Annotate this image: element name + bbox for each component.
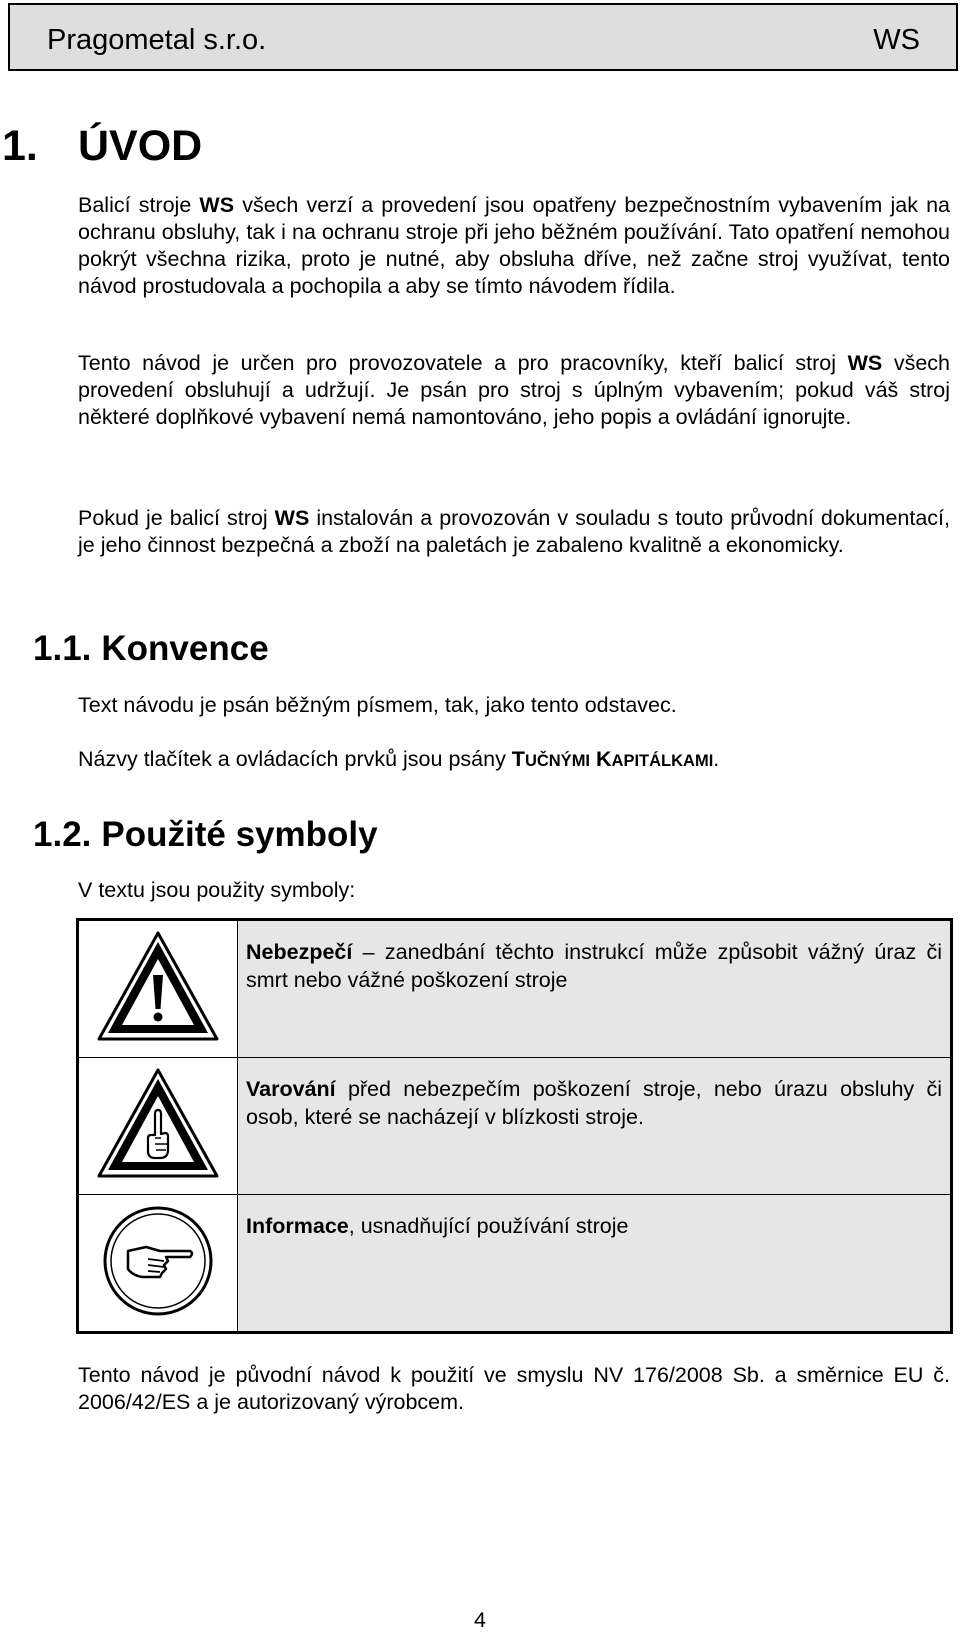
small-caps-example [512, 747, 714, 771]
machine-name: WS [847, 351, 883, 375]
symbol-text: , usnadňující používání stroje [348, 1214, 629, 1238]
text-run: APITÁLKAMI [611, 752, 714, 770]
section-1-2-number: 1.2. [33, 815, 92, 854]
header-company: Pragometal s.r.o. [47, 24, 267, 56]
text-run: K [596, 747, 612, 771]
danger-exclamation-icon [95, 1032, 221, 1049]
symbol-row-warning [78, 1058, 952, 1195]
page-header [8, 3, 958, 71]
intro-paragraph-2 [78, 350, 950, 431]
text-run: Pokud je balicí stroj [78, 506, 275, 530]
text-run: Názvy tlačítek a ovládacích prvků jsou psány [78, 747, 512, 771]
intro-paragraph-3 [78, 505, 950, 559]
symbol-icon-cell [78, 1058, 238, 1195]
text-run: všech provedení obsluhují a udržují. Je psán pro stroj s úplným vybavením; pokud váš stroj některé doplňkové vybavení nemá namontováno, jeho popis a ovládání ignorujte. [78, 351, 950, 429]
machine-name: WS [274, 506, 310, 530]
symbols-intro: V textu jsou použity symboly: [78, 878, 356, 902]
symbol-text: před nebezpečím poškození stroje, nebo úrazu obsluhy či osob, které se nacházejí v blízkosti stroje. [246, 1077, 942, 1129]
warning-finger-icon [95, 1169, 221, 1186]
symbol-term: Nebezpečí [246, 940, 353, 964]
text-run: všech verzí a provedení jsou opatřeny bezpečnostním vybavením jak na ochranu obsluhy, tak i na ochranu stroje při jeho běžném používání. Tato opatření nemohou pokrýt všechna rizika, proto je nutné, aby obsluha dříve, než začne stroj využívat, tento návod prostudovala a pochopila a aby se tímto návodem řídila. [78, 193, 950, 298]
section-1-1-number: 1.1. [33, 629, 92, 668]
section-1-heading [2, 122, 203, 171]
symbol-row-information [78, 1195, 952, 1333]
section-1-1-heading [33, 629, 269, 669]
info-pointing-hand-icon [98, 1308, 218, 1325]
symbol-term: Varování [246, 1077, 336, 1101]
text-run: Balicí stroje [78, 193, 200, 217]
symbol-term: Informace [246, 1214, 349, 1238]
section-1-title: ÚVOD [78, 122, 203, 170]
symbol-icon-cell [78, 920, 238, 1058]
text-run: T [511, 747, 525, 771]
footer-note: Tento návod je původní návod k použití ve smyslu NV 176/2008 Sb. a směrnice EU č. 2006/42/ES a je autorizovaný výrobcem. [78, 1363, 950, 1414]
section-1-number: 1. [2, 122, 38, 170]
symbol-row-danger [78, 920, 952, 1058]
intro-paragraph-1 [78, 192, 950, 300]
symbol-text: – zanedbání těchto instrukcí může způsobit vážný úraz či smrt nebo vážné poškození stroje [246, 940, 942, 992]
convention-line-2 [78, 747, 719, 772]
machine-name: WS [199, 193, 235, 217]
symbol-description [238, 1058, 952, 1195]
header-document-code: WS [873, 24, 920, 56]
text-run: instalován a provozován v souladu s touto průvodní dokumentací, je jeho činnost bezpečná a zboží na paletách je zabaleno kvalitně a ekonomicky. [78, 506, 950, 557]
symbol-icon-cell [78, 1195, 238, 1333]
text-run: UČNÝMI [524, 752, 591, 770]
section-1-2-heading [33, 815, 378, 855]
text-run: . [713, 747, 720, 771]
symbol-description [238, 920, 952, 1058]
text-run: Tento návod je určen pro provozovatele a pro pracovníky, kteří balicí stroj [78, 351, 848, 375]
section-1-2-title: Použité symboly [101, 815, 378, 854]
symbol-description [238, 1195, 952, 1333]
symbols-table [76, 918, 953, 1334]
page-number: 4 [474, 1608, 486, 1632]
convention-line-1: Text návodu je psán běžným písmem, tak, jako tento odstavec. [78, 693, 677, 717]
section-1-1-title: Konvence [101, 629, 269, 668]
